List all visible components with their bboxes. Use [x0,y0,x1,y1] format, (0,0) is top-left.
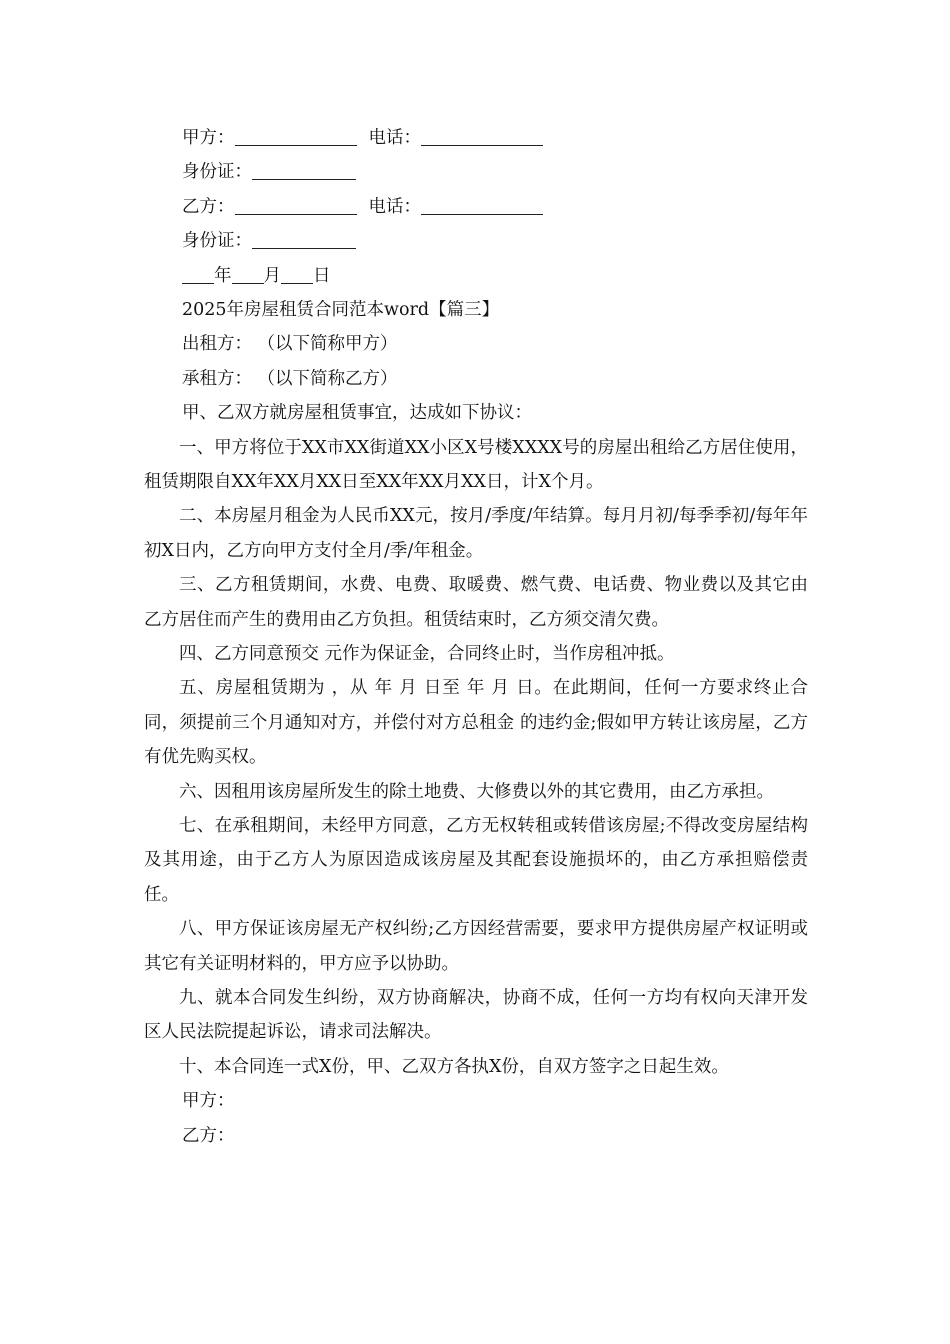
party-a-phone-label: 电话： [368,128,421,148]
date-day-label: 日 [313,265,331,286]
party-b-id-label: 身份证： [182,231,252,252]
clause-9: 九、就本合同发生纠纷，双方协商解决，协商不成，任何一方均有权向天津开发区人民法院提起诉讼，请求司法解决。 [144,988,808,1043]
signature-party-a: 甲方： [182,1091,235,1112]
party-b-id-blank [252,230,356,249]
clause-5: 五、房屋租赁期为 ，从 年 月 日至 年 月 日。在此期间，任何一方要求终止合同，须提前三个月通知对方，并偿付对方总租金 的违约金;假如甲方转让该房屋，乙方有优先购买权。 [144,678,808,768]
clause-6: 六、因租用该房屋所发生的除土地费、大修费以外的其它费用，由乙方承担。 [179,781,774,802]
lessee-line: 承租方： （以下简称乙方） [182,368,398,389]
party-b-label: 乙方： [182,196,235,217]
party-a-id-label: 身份证： [182,162,252,183]
lessor-line: 出租方： （以下简称甲方） [182,334,398,355]
party-a-label: 甲方： [182,128,235,148]
date-year-label: 年 [214,265,232,286]
clause-2: 二、本房屋月租金为人民币XX元，按月/季度/年结算。每月月初/每季季初/每年年初X日内，乙方向甲方支付全月/季/年租金。 [144,506,808,561]
party-b-id-line [144,224,808,258]
party-a-id-blank [252,161,356,180]
date-month-label: 月 [263,265,281,286]
clause-4: 四、乙方同意预交 元作为保证金，合同终止时，当作房租冲抵。 [179,643,675,664]
date-line [144,259,808,293]
party-b-name-blank [235,196,357,215]
clause-3: 三、乙方租赁期间，水费、电费、取暖费、燃气费、电话费、物业费以及其它由乙方居住而产生的费用由乙方负担。租赁结束时，乙方须交清欠费。 [144,575,808,630]
clause-10: 十、本合同连一式X份，甲、乙双方各执X份，自双方签字之日起生效。 [179,1056,729,1077]
clause-1: 一、甲方将位于XX市XX街道XX小区X号楼XXXX号的房屋出租给乙方居住使用，租赁期限自XX年XX月XX日至XX年XX月XX日，计X个月。 [144,437,808,492]
contract-body [144,121,808,1153]
party-a-line [144,121,808,155]
month-blank [232,265,264,284]
clause-7: 七、在承租期间，未经甲方同意，乙方无权转租或转借该房屋;不得改变房屋结构及其用途，由于乙方人为原因造成该房屋及其配套设施损坏的，由乙方承担赔偿责任。 [144,815,808,905]
party-a-name-blank [235,127,357,146]
party-b-phone-label: 电话： [368,196,421,217]
year-blank [182,265,214,284]
section-title: 2025年房屋租赁合同范本word【篇三】 [182,299,500,320]
party-a-id-line [144,155,808,189]
signature-party-b: 乙方： [182,1125,235,1146]
party-b-line [144,190,808,224]
day-blank [281,265,313,284]
party-a-phone-blank [421,127,543,146]
agreement-intro: 甲、乙双方就房屋租赁事宜，达成如下协议： [182,403,532,424]
clause-8: 八、甲方保证该房屋无产权纠纷;乙方因经营需要，要求甲方提供房屋产权证明或其它有关证明材料的，甲方应予以协助。 [144,919,808,974]
party-b-phone-blank [421,196,543,215]
